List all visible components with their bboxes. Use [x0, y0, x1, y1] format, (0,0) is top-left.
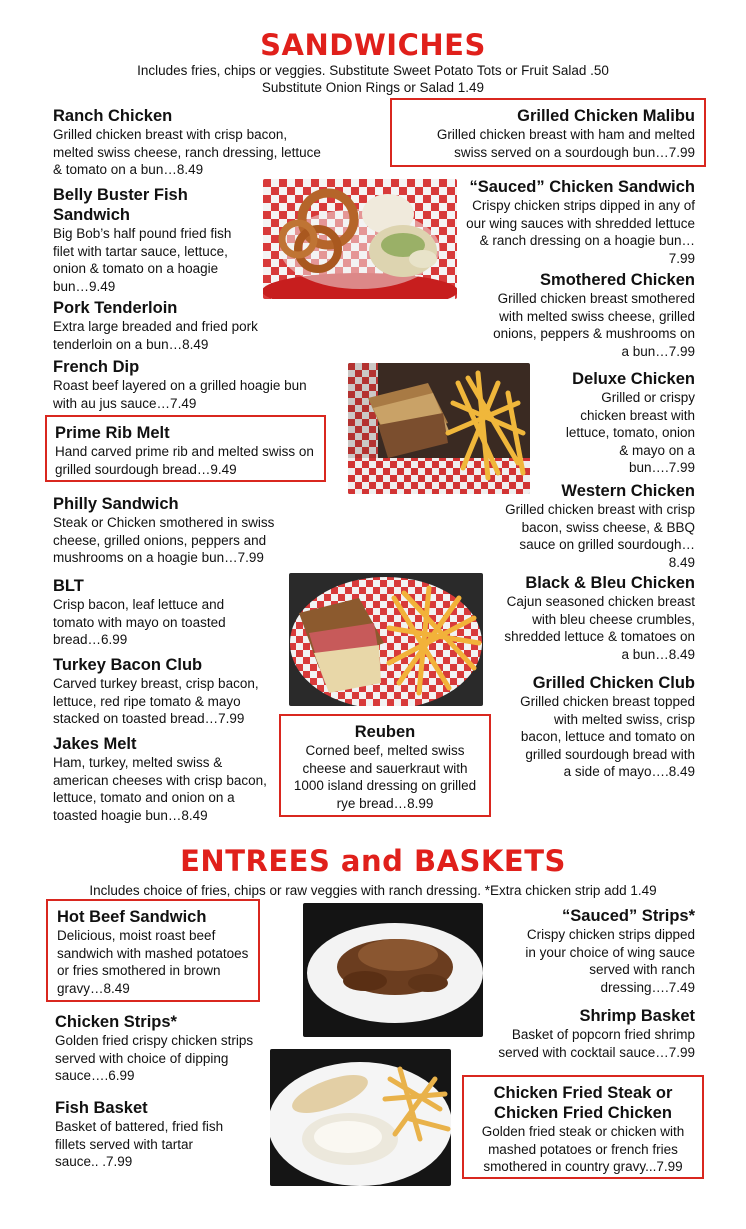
item-name: Western Chicken [561, 482, 695, 500]
item-desc: Roast beef layered on a grilled hoagie bun with au jus sauce…7.49 [53, 378, 307, 411]
menu-item-grilled-chicken-club [515, 673, 695, 781]
item-name: Fish Basket [55, 1099, 148, 1117]
photo-reuben-and-fries [289, 573, 483, 706]
menu-item-turkey-bacon-club [53, 655, 283, 728]
photo-melt-and-fries [348, 363, 530, 494]
item-desc: Crispy chicken strips dipped in any of our wing sauces with shredded lettuce & ranch dressing on a hoagie bun…7.99 [466, 198, 695, 266]
menu-item-smothered-chicken [485, 270, 695, 360]
menu-item-grilled-chicken-malibu [390, 98, 706, 167]
item-name: Smothered Chicken [540, 271, 695, 289]
item-name: Reuben [354, 723, 416, 741]
menu-item-shrimp-basket [475, 1006, 695, 1061]
menu-item-hot-beef-sandwich [46, 899, 260, 1002]
entrees-title: ENTREES and BASKETS [180, 844, 566, 878]
item-name: Chicken Fried Steak or Chicken Fried Chicken [493, 1084, 673, 1122]
menu-item-belly-buster [53, 185, 253, 295]
menu-item-pork-tenderloin [53, 298, 293, 353]
item-desc: Ham, turkey, melted swiss & american cheeses with crisp bacon, lettuce, tomato and onion on a toasted hoagie bun…8.49 [53, 755, 267, 823]
item-name: Prime Rib Melt [55, 424, 170, 442]
item-desc: Cajun seasoned chicken breast with bleu cheese crumbles, shredded lettuce & tomatoes on a bun…8.49 [504, 594, 695, 662]
item-desc: Crisp bacon, leaf lettuce and tomato with mayo on toasted bread…6.99 [53, 597, 226, 647]
item-name: “Sauced” Strips* [562, 907, 695, 925]
item-name: Hot Beef Sandwich [57, 908, 207, 926]
menu-item-black-bleu-chicken [495, 573, 695, 663]
photo-hot-beef-plate [303, 903, 483, 1037]
item-name: Shrimp Basket [579, 1007, 695, 1025]
menu-item-chicken-fried-steak [462, 1075, 704, 1179]
item-desc: Carved turkey breast, crisp bacon, lettuce, red ripe tomato & mayo stacked on toasted bread…7.99 [53, 676, 259, 726]
item-desc: Extra large breaded and fried pork tenderloin on a bun…8.49 [53, 319, 258, 352]
item-desc: Big Bob’s half pound fried fish filet with tartar sauce, lettuce, onion & tomato on a hoagie bun…9.49 [53, 226, 232, 294]
item-desc: Grilled chicken breast with crisp bacon, melted swiss cheese, ranch dressing, lettuce & tomato on a bun…8.49 [53, 127, 321, 177]
item-desc: Golden fried crispy chicken strips served with choice of dipping sauce….6.99 [55, 1033, 254, 1083]
menu-item-sauced-chicken-sandwich [455, 177, 695, 267]
item-desc: Grilled or crispy chicken breast with lettuce, tomato, onion & mayo on a bun….7.99 [565, 390, 695, 475]
item-name: Grilled Chicken Club [532, 674, 695, 692]
item-desc: Basket of battered, fried fish fillets served with tartar sauce.. .7.99 [55, 1119, 224, 1169]
item-desc: Steak or Chicken smothered in swiss cheese, grilled onions, peppers and mushrooms on a hoagie bun…7.99 [53, 515, 275, 565]
item-desc: Grilled chicken breast with ham and melted swiss served on a sourdough bun…7.99 [436, 127, 695, 160]
item-name: Chicken Strips* [55, 1013, 177, 1031]
menu-item-philly-sandwich [53, 494, 303, 567]
item-name: Jakes Melt [53, 735, 137, 753]
menu-item-chicken-strips [55, 1012, 255, 1085]
item-desc: Grilled chicken breast topped with melted swiss, crisp bacon, lettuce and tomato on grilled sourdough bread with a side of mayo….8.49 [520, 694, 695, 779]
item-name: French Dip [53, 358, 140, 376]
menu-item-prime-rib-melt [45, 415, 326, 482]
item-name: Belly Buster Fish Sandwich [53, 186, 188, 224]
item-desc: Grilled chicken breast smothered with melted swiss cheese, grilled onions, peppers & mushrooms on a bun…7.99 [493, 291, 695, 359]
item-name: Black & Bleu Chicken [525, 574, 695, 592]
menu-item-deluxe-chicken [555, 369, 695, 477]
menu-item-french-dip [53, 357, 313, 412]
item-desc: Grilled chicken breast with crisp bacon, swiss cheese, & BBQ sauce on grilled sourdough…8.49 [505, 502, 695, 570]
item-name: Ranch Chicken [53, 107, 173, 125]
sandwiches-subtitle-2: Substitute Onion Rings or Salad 1.49 [261, 80, 485, 95]
item-desc: Crispy chicken strips dipped in your choice of wing sauce served with ranch dressing….7.49 [525, 927, 695, 995]
item-name: Grilled Chicken Malibu [517, 107, 695, 125]
entrees-subtitle: Includes choice of fries, chips or raw veggies with ranch dressing. *Extra chicken strip add 1.49 [89, 883, 657, 898]
item-desc: Golden fried steak or chicken with mashed potatoes or french fries smothered in country gravy...7.99 [481, 1124, 685, 1174]
item-name: “Sauced” Chicken Sandwich [469, 178, 695, 196]
item-desc: Corned beef, melted swiss cheese and sauerkraut with 1000 island dressing on grilled rye bread…8.99 [293, 743, 477, 811]
menu-item-reuben [279, 714, 491, 817]
item-name: Turkey Bacon Club [53, 656, 203, 674]
menu-item-jakes-melt [53, 734, 273, 824]
sandwiches-subtitle-1: Includes fries, chips or veggies. Substitute Sweet Potato Tots or Fruit Salad .50 [137, 63, 609, 78]
item-name: Deluxe Chicken [572, 370, 695, 388]
item-name: BLT [53, 577, 84, 595]
item-name: Philly Sandwich [53, 495, 179, 513]
menu-item-sauced-strips [525, 906, 695, 996]
photo-chicken-fried-steak-plate [270, 1049, 451, 1186]
item-desc: Basket of popcorn fried shrimp served with cocktail sauce…7.99 [498, 1027, 695, 1060]
item-name: Pork Tenderloin [53, 299, 178, 317]
menu-item-fish-basket [55, 1098, 235, 1171]
sandwiches-title: SANDWICHES [260, 28, 486, 62]
item-desc: Delicious, moist roast beef sandwich with mashed potatoes or fries smothered in brown gravy…8.49 [57, 928, 249, 996]
menu-item-ranch-chicken [53, 106, 323, 179]
menu-item-western-chicken [495, 481, 695, 571]
photo-fish-sandwich-basket [263, 179, 457, 299]
item-desc: Hand carved prime rib and melted swiss on grilled sourdough bread…9.49 [55, 444, 314, 477]
menu-item-blt [53, 576, 253, 649]
